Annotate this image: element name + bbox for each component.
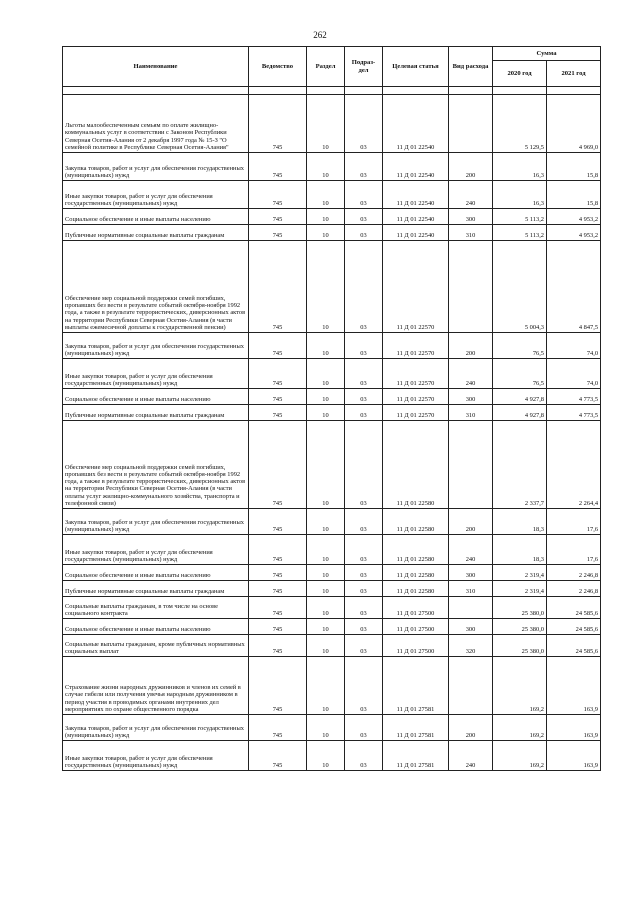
table-row xyxy=(63,95,601,153)
row-sum-2020: 16,3 xyxy=(493,181,547,209)
row-name: Иные закупки товаров, работ и услуг для обеспечения государственных (муниципальных) нужд xyxy=(63,535,249,565)
row-section: 10 xyxy=(307,95,345,153)
row-name: Иные закупки товаров, работ и услуг для обеспечения государственных (муниципальных) нужд xyxy=(63,359,249,389)
row-dept: 745 xyxy=(249,535,307,565)
row-dept: 745 xyxy=(249,619,307,635)
row-sum-2021: 4 953,2 xyxy=(547,225,601,241)
table-row xyxy=(63,565,601,581)
row-target: 11 Д 01 22570 xyxy=(383,405,449,421)
row-exp-type: 300 xyxy=(449,389,493,405)
table-row xyxy=(63,405,601,421)
row-sum-2020: 76,5 xyxy=(493,359,547,389)
table-row xyxy=(63,333,601,359)
row-exp-type: 200 xyxy=(449,153,493,181)
row-exp-type: 240 xyxy=(449,359,493,389)
row-dept: 745 xyxy=(249,509,307,535)
row-exp-type: 310 xyxy=(449,225,493,241)
row-subsection: 03 xyxy=(345,241,383,333)
table-row xyxy=(63,153,601,181)
row-sum-2021: 24 585,6 xyxy=(547,635,601,657)
row-section: 10 xyxy=(307,741,345,771)
header-section: Раздел xyxy=(307,47,345,87)
row-sum-2021: 15,8 xyxy=(547,153,601,181)
row-sum-2020: 5 113,2 xyxy=(493,209,547,225)
row-name: Закупка товаров, работ и услуг для обеспечения государственных (муниципальных) нужд xyxy=(63,509,249,535)
row-name: Закупка товаров, работ и услуг для обеспечения государственных (муниципальных) нужд xyxy=(63,715,249,741)
row-target: 11 Д 01 22570 xyxy=(383,241,449,333)
table-row xyxy=(63,741,601,771)
row-section: 10 xyxy=(307,181,345,209)
row-section: 10 xyxy=(307,635,345,657)
row-name: Социальное обеспечение и иные выплаты населению xyxy=(63,389,249,405)
row-sum-2020: 5 113,2 xyxy=(493,225,547,241)
row-dept: 745 xyxy=(249,421,307,509)
header-dept: Ведомство xyxy=(249,47,307,87)
row-dept: 745 xyxy=(249,95,307,153)
row-sum-2020: 2 319,4 xyxy=(493,581,547,597)
row-target: 11 Д 01 22570 xyxy=(383,333,449,359)
row-sum-2021: 2 246,8 xyxy=(547,581,601,597)
row-exp-type xyxy=(449,597,493,619)
header-target: Целевая статья xyxy=(383,47,449,87)
row-exp-type: 200 xyxy=(449,509,493,535)
row-subsection: 03 xyxy=(345,635,383,657)
row-name: Публичные нормативные социальные выплаты гражданам xyxy=(63,405,249,421)
row-name: Закупка товаров, работ и услуг для обеспечения государственных (муниципальных) нужд xyxy=(63,333,249,359)
row-exp-type xyxy=(449,657,493,715)
row-target: 11 Д 01 22570 xyxy=(383,359,449,389)
row-exp-type: 300 xyxy=(449,619,493,635)
row-target: 11 Д 01 27500 xyxy=(383,597,449,619)
row-subsection: 03 xyxy=(345,657,383,715)
row-sum-2021: 74,0 xyxy=(547,359,601,389)
row-dept: 745 xyxy=(249,209,307,225)
row-target: 11 Д 01 22580 xyxy=(383,509,449,535)
row-section: 10 xyxy=(307,421,345,509)
row-subsection: 03 xyxy=(345,741,383,771)
row-section: 10 xyxy=(307,715,345,741)
row-section: 10 xyxy=(307,241,345,333)
table-row xyxy=(63,581,601,597)
row-sum-2020: 16,3 xyxy=(493,153,547,181)
row-section: 10 xyxy=(307,657,345,715)
row-target: 11 Д 01 27581 xyxy=(383,657,449,715)
row-subsection: 03 xyxy=(345,153,383,181)
table-row xyxy=(63,421,601,509)
row-subsection: 03 xyxy=(345,421,383,509)
table-row xyxy=(63,535,601,565)
row-target: 11 Д 01 27581 xyxy=(383,741,449,771)
header-subsection: Подраз-дел xyxy=(345,47,383,87)
row-sum-2020: 4 927,8 xyxy=(493,389,547,405)
row-sum-2021: 163,9 xyxy=(547,715,601,741)
table-row xyxy=(63,509,601,535)
row-name: Социальные выплаты гражданам, кроме публичных нормативных социальных выплат xyxy=(63,635,249,657)
row-sum-2021: 15,8 xyxy=(547,181,601,209)
row-target: 11 Д 01 22540 xyxy=(383,95,449,153)
row-dept: 745 xyxy=(249,635,307,657)
row-sum-2020: 169,2 xyxy=(493,657,547,715)
table-row xyxy=(63,715,601,741)
row-sum-2021: 4 847,5 xyxy=(547,241,601,333)
row-section: 10 xyxy=(307,225,345,241)
row-dept: 745 xyxy=(249,389,307,405)
row-subsection: 03 xyxy=(345,225,383,241)
row-sum-2020: 2 337,7 xyxy=(493,421,547,509)
row-subsection: 03 xyxy=(345,509,383,535)
row-sum-2021: 2 264,4 xyxy=(547,421,601,509)
row-name: Обеспечение мер социальной поддержки семей погибших, пропавших без вести в результате событий октября-ноября 1992 года, а также в результате террористических, диверсионных актов на территории Республики Северная Осетия-Алания (в части оплаты услуг жилищно-коммунального хозяйства, транспорта и телефонной связи) xyxy=(63,421,249,509)
row-exp-type: 310 xyxy=(449,581,493,597)
row-subsection: 03 xyxy=(345,389,383,405)
row-subsection: 03 xyxy=(345,597,383,619)
row-section: 10 xyxy=(307,209,345,225)
row-dept: 745 xyxy=(249,181,307,209)
row-exp-type: 300 xyxy=(449,565,493,581)
row-name: Социальное обеспечение и иные выплаты населению xyxy=(63,209,249,225)
row-exp-type xyxy=(449,421,493,509)
row-sum-2020: 25 380,0 xyxy=(493,635,547,657)
row-exp-type: 300 xyxy=(449,209,493,225)
row-section: 10 xyxy=(307,359,345,389)
row-name: Иные закупки товаров, работ и услуг для обеспечения государственных (муниципальных) нужд xyxy=(63,181,249,209)
row-section: 10 xyxy=(307,619,345,635)
row-section: 10 xyxy=(307,581,345,597)
row-exp-type: 240 xyxy=(449,741,493,771)
table-row xyxy=(63,657,601,715)
table-row xyxy=(63,181,601,209)
row-dept: 745 xyxy=(249,657,307,715)
row-sum-2021: 4 773,5 xyxy=(547,405,601,421)
row-sum-2020: 18,3 xyxy=(493,509,547,535)
row-subsection: 03 xyxy=(345,181,383,209)
row-sum-2020: 5 004,3 xyxy=(493,241,547,333)
row-dept: 745 xyxy=(249,359,307,389)
table-row xyxy=(63,597,601,619)
row-sum-2020: 25 380,0 xyxy=(493,597,547,619)
table-body xyxy=(63,95,601,771)
row-section: 10 xyxy=(307,389,345,405)
table-row xyxy=(63,619,601,635)
row-sum-2021: 163,9 xyxy=(547,741,601,771)
row-exp-type: 240 xyxy=(449,181,493,209)
header-exp-type: Вид расхода xyxy=(449,47,493,87)
row-sum-2020: 76,5 xyxy=(493,333,547,359)
row-target: 11 Д 01 22540 xyxy=(383,181,449,209)
header-name: Наименование xyxy=(63,47,249,87)
row-subsection: 03 xyxy=(345,405,383,421)
row-dept: 745 xyxy=(249,153,307,181)
row-target: 11 Д 01 22540 xyxy=(383,153,449,181)
table-row xyxy=(63,241,601,333)
table-row xyxy=(63,359,601,389)
row-name: Социальное обеспечение и иные выплаты населению xyxy=(63,565,249,581)
row-subsection: 03 xyxy=(345,535,383,565)
row-subsection: 03 xyxy=(345,581,383,597)
row-target: 11 Д 01 22580 xyxy=(383,421,449,509)
row-sum-2021: 2 246,8 xyxy=(547,565,601,581)
row-sum-2021: 4 773,5 xyxy=(547,389,601,405)
row-target: 11 Д 01 27500 xyxy=(383,619,449,635)
row-subsection: 03 xyxy=(345,359,383,389)
row-subsection: 03 xyxy=(345,565,383,581)
row-sum-2021: 24 585,6 xyxy=(547,619,601,635)
row-target: 11 Д 01 22580 xyxy=(383,565,449,581)
row-exp-type: 310 xyxy=(449,405,493,421)
row-target: 11 Д 01 27581 xyxy=(383,715,449,741)
row-subsection: 03 xyxy=(345,333,383,359)
table-row xyxy=(63,209,601,225)
header-sum: Сумма xyxy=(493,47,601,61)
row-sum-2021: 4 969,0 xyxy=(547,95,601,153)
row-sum-2021: 24 585,6 xyxy=(547,597,601,619)
row-exp-type: 200 xyxy=(449,333,493,359)
row-section: 10 xyxy=(307,565,345,581)
row-sum-2021: 17,6 xyxy=(547,509,601,535)
page-number: 262 xyxy=(313,30,327,40)
row-target: 11 Д 01 22570 xyxy=(383,389,449,405)
row-dept: 745 xyxy=(249,333,307,359)
table-row xyxy=(63,635,601,657)
row-dept: 745 xyxy=(249,405,307,421)
row-subsection: 03 xyxy=(345,95,383,153)
row-dept: 745 xyxy=(249,565,307,581)
row-name: Обеспечение мер социальной поддержки семей погибших, пропавших без вести в результате событий октября-ноября 1992 года, а также в результате террористических, диверсионных актов на территории Республики Северная Осетия-Алания (в части выплаты ежемесячной доплаты к государственной пенсии) xyxy=(63,241,249,333)
table-row xyxy=(63,225,601,241)
row-sum-2021: 163,9 xyxy=(547,657,601,715)
row-dept: 745 xyxy=(249,241,307,333)
row-name: Публичные нормативные социальные выплаты гражданам xyxy=(63,581,249,597)
row-exp-type xyxy=(449,95,493,153)
row-name: Страхование жизни народных дружинников и членов их семей в случае гибели или получения увечья народным дружинником в период участия в проводимых органами внутренних дел мероприятиях по охране общественного порядка xyxy=(63,657,249,715)
row-section: 10 xyxy=(307,509,345,535)
row-dept: 745 xyxy=(249,741,307,771)
row-sum-2021: 17,6 xyxy=(547,535,601,565)
row-sum-2021: 4 953,2 xyxy=(547,209,601,225)
row-name: Социальное обеспечение и иные выплаты населению xyxy=(63,619,249,635)
row-dept: 745 xyxy=(249,715,307,741)
row-name: Льготы малообеспеченным семьям по оплате жилищно-коммунальных услуг в соответствии с Законом Республики Северная Осетия-Алания от 2 декабря 1997 года № 15-З "О семейной политике в Республике Северная Осетия-Алания" xyxy=(63,95,249,153)
row-sum-2020: 25 380,0 xyxy=(493,619,547,635)
row-target: 11 Д 01 22540 xyxy=(383,225,449,241)
row-name: Иные закупки товаров, работ и услуг для обеспечения государственных (муниципальных) нужд xyxy=(63,741,249,771)
header-2021: 2021 год xyxy=(547,61,601,87)
row-sum-2020: 169,2 xyxy=(493,741,547,771)
row-subsection: 03 xyxy=(345,619,383,635)
row-sum-2020: 18,3 xyxy=(493,535,547,565)
table-row xyxy=(63,389,601,405)
row-dept: 745 xyxy=(249,597,307,619)
row-sum-2020: 169,2 xyxy=(493,715,547,741)
row-sum-2021: 74,0 xyxy=(547,333,601,359)
row-name: Закупка товаров, работ и услуг для обеспечения государственных (муниципальных) нужд xyxy=(63,153,249,181)
row-target: 11 Д 01 27500 xyxy=(383,635,449,657)
row-sum-2020: 2 319,4 xyxy=(493,565,547,581)
row-target: 11 Д 01 22580 xyxy=(383,535,449,565)
row-section: 10 xyxy=(307,333,345,359)
row-exp-type: 320 xyxy=(449,635,493,657)
row-section: 10 xyxy=(307,597,345,619)
row-section: 10 xyxy=(307,535,345,565)
row-section: 10 xyxy=(307,405,345,421)
row-section: 10 xyxy=(307,153,345,181)
header-2020: 2020 год xyxy=(493,61,547,87)
row-exp-type xyxy=(449,241,493,333)
row-name: Публичные нормативные социальные выплаты гражданам xyxy=(63,225,249,241)
row-sum-2020: 5 129,5 xyxy=(493,95,547,153)
budget-table xyxy=(62,46,601,771)
row-sum-2020: 4 927,8 xyxy=(493,405,547,421)
row-dept: 745 xyxy=(249,225,307,241)
row-subsection: 03 xyxy=(345,209,383,225)
row-target: 11 Д 01 22580 xyxy=(383,581,449,597)
row-dept: 745 xyxy=(249,581,307,597)
row-exp-type: 200 xyxy=(449,715,493,741)
row-target: 11 Д 01 22540 xyxy=(383,209,449,225)
row-exp-type: 240 xyxy=(449,535,493,565)
row-name: Социальные выплаты гражданам, в том числе на основе социального контракта xyxy=(63,597,249,619)
row-subsection: 03 xyxy=(345,715,383,741)
